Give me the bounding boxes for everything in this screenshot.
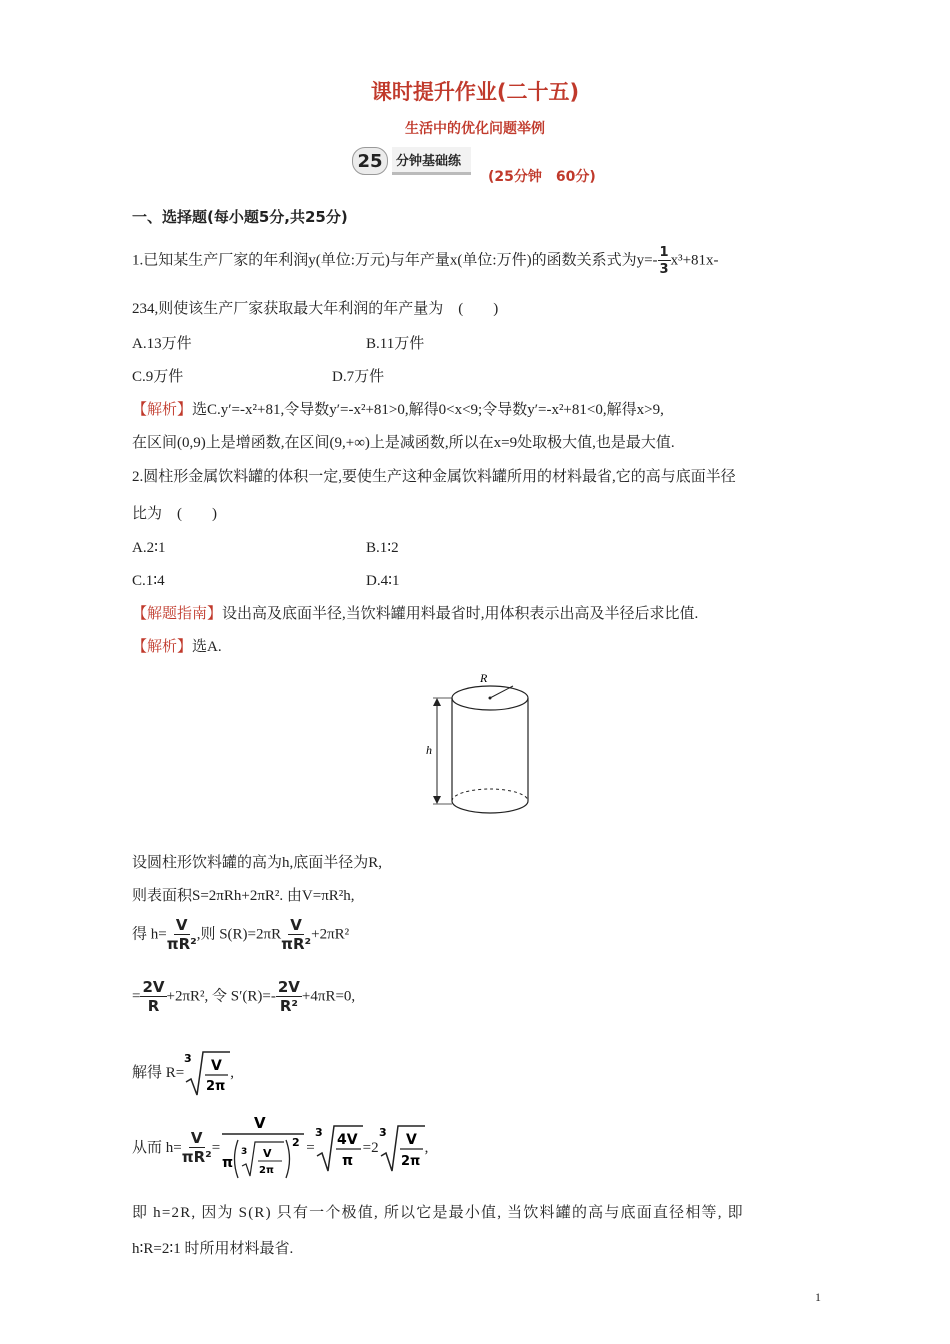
root-index: 3: [314, 1126, 323, 1139]
sol-line7: 即 h=2R, 因为 S(R) 只有一个极值, 所以它是最小值, 当饮料罐的高与底面直径相等, 即: [132, 1205, 744, 1221]
badge-time: (25分钟 60分): [488, 169, 596, 185]
sol-line6-c: ,: [424, 1140, 429, 1156]
radius-line: [490, 686, 513, 698]
cylinder-bottom-back: [452, 789, 528, 801]
q1-option-a: A.13万件: [132, 336, 192, 352]
height-arrow-bottom: [433, 796, 441, 804]
q2-option-c: C.1∶4: [132, 573, 165, 589]
root-num: V: [405, 1132, 417, 1148]
height-arrow-top: [433, 698, 441, 706]
sol-line3-a: 得 h=: [132, 926, 167, 943]
frac-num: V: [175, 916, 188, 934]
q1-stem-text: 1.已知某生产厂家的年利润y(单位:万元)与年产量x(单位:万件)的函数关系式为y=-: [132, 252, 658, 269]
sol-line5-b: ,: [230, 1065, 234, 1081]
q1-fraction: [658, 246, 671, 276]
timer-badge: [352, 147, 471, 175]
q1-frac-num: 1: [659, 245, 669, 260]
q2-option-b: B.1∶2: [366, 540, 399, 556]
root-index: 3: [184, 1052, 192, 1065]
page-subtitle: 生活中的优化问题举例: [405, 121, 545, 137]
frac-den: πR²: [166, 935, 197, 953]
sol-frac-v-pir2-2: [281, 918, 311, 952]
q1-stem-line2: 234,则使该生产厂家获取最大年利润的年产量为 ( ): [132, 301, 499, 317]
sol-frac-v-pir2: [167, 918, 197, 952]
sol-frac-h: [182, 1131, 212, 1165]
sol-line4-a: =: [132, 988, 141, 1005]
q1-answer-line2: 在区间(0,9)上是增函数,在区间(9,+∞)上是减函数,所以在x=9处取极大值,也是最大值.: [132, 435, 675, 451]
nested-root-den: 2π: [259, 1165, 275, 1176]
q1-answer-line1: [132, 399, 664, 421]
cube-root-v-2pi: [184, 1048, 230, 1098]
q1-option-d: D.7万件: [332, 369, 385, 385]
sol-line4: [132, 980, 355, 1014]
paren-right: [286, 1140, 290, 1178]
sol-line1: 设圆柱形饮料罐的高为h,底面半径为R,: [132, 855, 383, 871]
label-r: R: [480, 671, 488, 685]
sol-line5-a: 解得 R=: [132, 1065, 185, 1081]
section-heading: 一、选择题(每小题5分,共25分): [132, 208, 348, 226]
q2-option-a: A.2∶1: [132, 540, 166, 556]
sol-line6-b: =2: [362, 1140, 379, 1156]
nested-exponent: 2: [292, 1136, 300, 1149]
sol-line8: h∶R=2∶1 时所用材料最省.: [132, 1241, 294, 1257]
cylinder-figure: [425, 668, 545, 818]
page-number: 1: [815, 1290, 821, 1304]
q1-stem-line1: [132, 246, 719, 276]
root-den: π: [341, 1153, 353, 1169]
sol-line6-a: 从而 h=: [132, 1140, 182, 1156]
cube-root-4v-pi: [315, 1122, 363, 1174]
label-h: h: [426, 743, 432, 757]
q2-option-d: D.4∶1: [366, 573, 400, 589]
sol-frac-2v-r2: [276, 980, 302, 1014]
nested-pi: π: [222, 1155, 234, 1171]
q1-option-b: B.11万件: [366, 336, 425, 352]
badge-label: 分钟基础练: [392, 147, 471, 175]
q2-guide-tag: 【解题指南】: [132, 606, 223, 622]
sol-line3: [132, 918, 349, 952]
sol-line3-b: ,则 S(R)=2πR: [196, 926, 282, 943]
root-den: 2π: [400, 1154, 420, 1169]
sol-line6: 从而 h= $\frac{V}{\text{πR²}}$ = V π 3 V 2π 2 = 3 4V π =2 3 V 2π ,: [132, 1112, 428, 1184]
sol-line4-b: +2πR², 令 S′(R)=-: [166, 988, 276, 1005]
q2-answer-line: [132, 636, 222, 658]
nested-root-index: 3: [241, 1147, 248, 1157]
q1-option-c: C.9万件: [132, 369, 184, 385]
badge-number: 25: [352, 147, 388, 175]
cylinder-bottom-front: [452, 801, 528, 813]
q2-guide-text: 设出高及底面半径,当饮料罐用料最省时,用体积表示出高及半径后求比值.: [222, 606, 699, 622]
sol-line3-c: +2πR²: [311, 926, 350, 943]
frac-den: πR²: [181, 1148, 212, 1166]
root-index: 3: [378, 1126, 387, 1139]
q1-answer-tag: 【解析】: [132, 402, 193, 418]
nested-fraction: [220, 1112, 306, 1184]
root-num: V: [211, 1058, 223, 1074]
q2-stem-line1: 2.圆柱形金属饮料罐的体积一定,要使生产这种金属饮料罐所用的材料最省,它的高与底面半径: [132, 469, 736, 485]
frac-den: R: [147, 997, 160, 1015]
page-title: 课时提升作业(二十五): [370, 80, 580, 104]
nested-num: V: [254, 1114, 266, 1132]
q1-answer-text: 选C.y′=-x²+81,令导数y′=-x²+81>0,解得0<x<9;令导数y′=-x²+81<0,解得x>9,: [192, 402, 664, 418]
sol-frac-2v-r: [140, 980, 166, 1014]
q1-stem-tail: x³+81x-: [670, 252, 719, 269]
root-den: 2π: [206, 1079, 226, 1094]
q2-guide-line: [132, 603, 698, 625]
center-dot: [489, 697, 492, 700]
nested-root-num: V: [263, 1147, 272, 1160]
q1-frac-den: 3: [659, 262, 669, 277]
cube-root-v-2pi-2: [379, 1122, 425, 1174]
paren-left: [235, 1140, 239, 1178]
q2-answer-text: 选A.: [192, 639, 222, 655]
q2-stem-line2: 比为 ( ): [132, 506, 217, 522]
frac-num: V: [190, 1129, 203, 1147]
frac-num: 2V: [277, 978, 300, 996]
sol-line2: 则表面积S=2πRh+2πR². 由V=πR²h,: [132, 888, 355, 904]
root-num: 4V: [336, 1132, 358, 1148]
sol-line5: [132, 1048, 234, 1098]
sol-line4-c: +4πR=0,: [301, 988, 356, 1005]
frac-num: V: [290, 916, 302, 934]
frac-den: πR²: [281, 935, 312, 953]
frac-num: 2V: [142, 978, 165, 996]
frac-den: R²: [279, 997, 298, 1015]
q2-answer-tag: 【解析】: [132, 639, 193, 655]
